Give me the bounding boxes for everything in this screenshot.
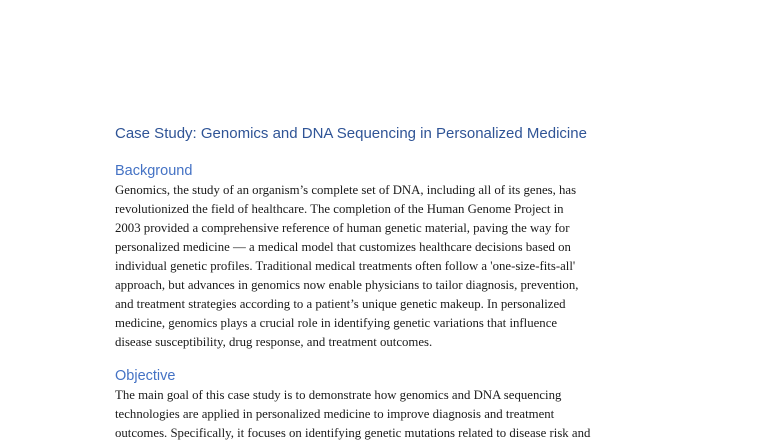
- document-body: [115, 124, 660, 441]
- paragraph-line: Genomics, the study of an organism’s complete set of DNA, including all of its genes, has: [115, 183, 577, 197]
- document-title: Case Study: Genomics and DNA Sequencing in Personalized Medicine: [115, 125, 587, 142]
- paragraph-line: and treatment strategies according to a patient’s unique genetic makeup. In personalized: [115, 297, 566, 311]
- paragraph-line: revolutionized the field of healthcare. The completion of the Human Genome Project in: [115, 202, 564, 216]
- paragraph-line: technologies are applied in personalized medicine to improve diagnosis and treatment: [115, 407, 555, 421]
- section-heading-objective: Objective: [115, 368, 176, 384]
- paragraph-line: disease susceptibility, drug response, and treatment outcomes.: [115, 335, 433, 349]
- paragraph-line: personalized medicine — a medical model that customizes healthcare decisions based on: [115, 240, 571, 254]
- objective-paragraph: [115, 386, 660, 441]
- section-heading-background: Background: [115, 163, 193, 179]
- paragraph-line: medicine, genomics plays a crucial role in identifying genetic variations that influence: [115, 316, 558, 330]
- paragraph-line: The main goal of this case study is to demonstrate how genomics and DNA sequencing: [115, 388, 562, 402]
- paragraph-line: 2003 provided a comprehensive reference of human genetic material, paving the way for: [115, 221, 570, 235]
- paragraph-line: individual genetic profiles. Traditional medical treatments often follow a 'one-size-fits-all': [115, 259, 576, 273]
- paragraph-line: approach, but advances in genomics now enable physicians to tailor diagnosis, prevention,: [115, 278, 579, 292]
- paragraph-line: outcomes. Specifically, it focuses on identifying genetic mutations related to disease risk and: [115, 426, 591, 440]
- background-paragraph: [115, 181, 660, 352]
